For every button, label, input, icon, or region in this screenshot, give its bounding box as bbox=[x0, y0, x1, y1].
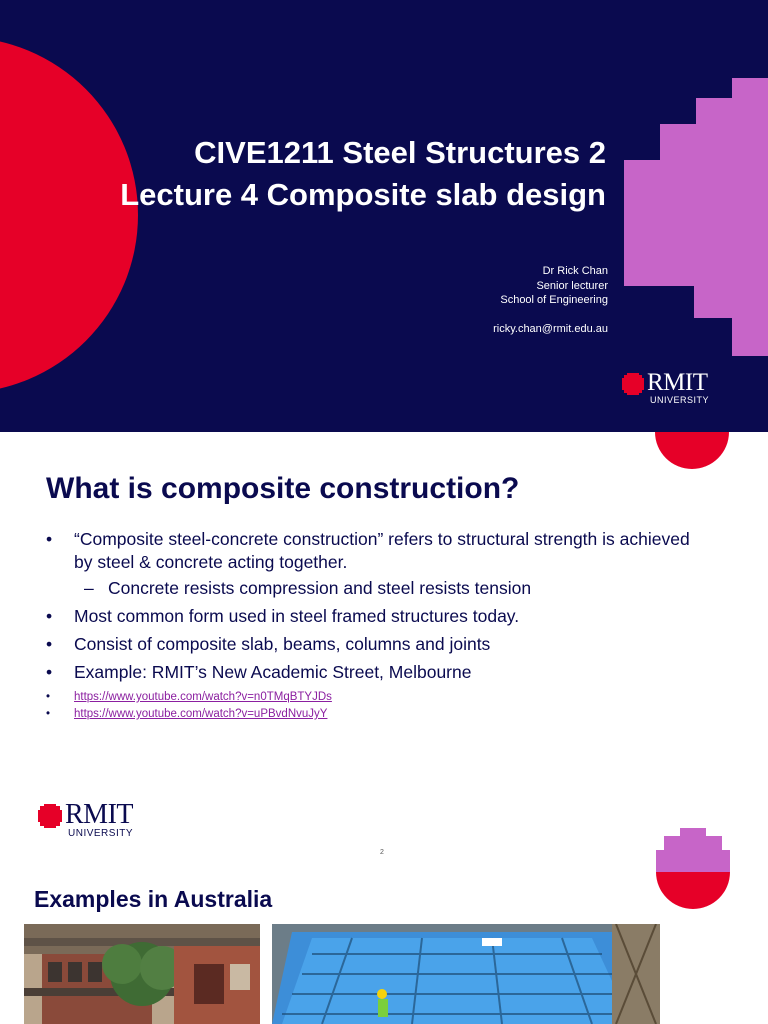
bullet-icon: • bbox=[46, 691, 51, 703]
sub-bullet-text: Concrete resists compression and steel resists tension bbox=[108, 578, 532, 598]
red-half-circle-bottom-shape bbox=[656, 872, 730, 909]
rmit-wordmark: RMIT bbox=[647, 369, 708, 396]
bullet-item bbox=[46, 661, 706, 684]
sub-bullet-item bbox=[46, 577, 706, 600]
rmit-pixel-icon bbox=[622, 373, 644, 395]
youtube-link-1[interactable]: https://www.youtube.com/watch?v=n0TMqBTYJDs bbox=[74, 691, 332, 703]
rmit-university-label: UNIVERSITY bbox=[68, 828, 134, 839]
lecture-title bbox=[120, 132, 606, 216]
presenter-email[interactable]: ricky.chan@rmit.edu.au bbox=[493, 322, 608, 335]
presenter-school: School of Engineering bbox=[500, 294, 608, 306]
title-line-2: Lecture 4 Composite slab design bbox=[120, 177, 606, 212]
link-item bbox=[46, 706, 706, 723]
bullet-item bbox=[46, 633, 706, 656]
purple-stepped-shape bbox=[624, 78, 768, 356]
bullet-text: Most common form used in steel framed structures today. bbox=[74, 606, 520, 626]
title-line-1: CIVE1211 Steel Structures 2 bbox=[194, 135, 606, 170]
bullet-list bbox=[46, 528, 706, 723]
dash-icon: – bbox=[84, 578, 94, 598]
bullet-text: Consist of composite slab, beams, columns and joints bbox=[74, 634, 491, 654]
red-half-circle-top-shape bbox=[655, 432, 729, 469]
bullet-icon: • bbox=[46, 662, 53, 682]
bullet-text: “Composite steel-concrete construction” refers to structural strength is achieved by steel & concrete acting together. bbox=[74, 529, 690, 572]
bullet-item bbox=[46, 605, 706, 628]
bullet-item bbox=[46, 528, 706, 574]
bullet-icon: • bbox=[46, 634, 53, 654]
rmit-logo bbox=[38, 799, 148, 842]
examples-slide bbox=[0, 872, 768, 1024]
presenter-role: Senior lecturer bbox=[536, 279, 608, 292]
presenter-name: Dr Rick Chan bbox=[542, 265, 608, 277]
presenter-contact bbox=[493, 264, 608, 336]
bullet-icon: • bbox=[46, 529, 53, 549]
title-slide bbox=[0, 0, 768, 432]
slide-heading: What is composite construction? bbox=[46, 472, 520, 505]
page-number: 2 bbox=[380, 849, 384, 856]
bullet-icon: • bbox=[46, 708, 51, 720]
title-slide-decoration bbox=[0, 0, 768, 432]
rmit-university-label: UNIVERSITY bbox=[650, 395, 710, 405]
slide-heading: Examples in Australia bbox=[34, 886, 273, 912]
rmit-pixel-icon bbox=[38, 804, 62, 828]
construction-photo bbox=[272, 924, 660, 1024]
rmit-logo bbox=[622, 370, 722, 410]
purple-stepped-bottom-shape bbox=[656, 828, 730, 872]
content-slide bbox=[0, 432, 768, 872]
rmit-wordmark: RMIT bbox=[65, 799, 133, 830]
youtube-link-2[interactable]: https://www.youtube.com/watch?v=uPBvdNvuJyY bbox=[74, 708, 328, 720]
link-item bbox=[46, 689, 706, 706]
building-photo bbox=[24, 924, 260, 1024]
bullet-icon: • bbox=[46, 606, 53, 626]
bullet-text: Example: RMIT’s New Academic Street, Melbourne bbox=[74, 662, 472, 682]
red-circle-shape bbox=[0, 37, 138, 393]
